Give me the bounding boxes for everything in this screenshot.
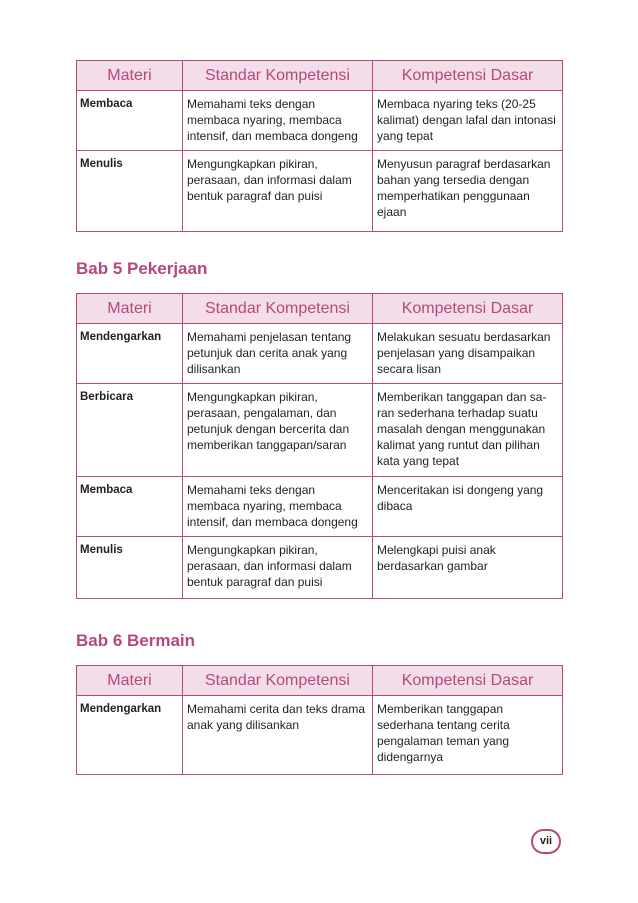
section-title-bab-6: Bab 6 Bermain [76,631,196,650]
header-standar-kompetensi: Standar Kompetensi [183,61,373,91]
header-kompetensi-dasar: Kompetensi Dasar [373,61,563,91]
header-materi: Materi [77,294,183,324]
cell-dasar: Menceritakan isi dongeng yang dibaca [373,477,563,537]
cell-dasar: Menyusun paragraf berdasarkan bahan yang tersedia dengan memperhatikan penggunaan ejaan [373,151,563,232]
cell-standar: Memahami cerita dan teks drama anak yang dilisankan [183,696,373,775]
table-header-row [77,61,563,91]
table-header-row [77,294,563,324]
cell-standar: Memahami penjelasan tentang petunjuk dan cerita anak yang dilisankan [183,324,373,384]
cell-standar: Memahami teks dengan membaca nyaring, membaca intensif, dan membaca dongeng [183,91,373,151]
competency-table-continued [76,60,563,232]
header-standar-kompetensi: Standar Kompetensi [183,294,373,324]
table-row [77,537,563,599]
table-row [77,477,563,537]
cell-dasar: Memberikan tanggapan dan sa-ran sederhana terhadap suatu masalah dengan menggunakan kalimat yang runtut dan pilihan kata yang tepat [373,384,563,477]
cell-materi: Mendengarkan [77,324,183,384]
table-row [77,151,563,232]
cell-standar: Mengungkapkan pikiran, perasaan, dan informasi dalam bentuk paragraf dan puisi [183,151,373,232]
cell-standar: Mengungkapkan pikiran, perasaan, pengalaman, dan petunjuk dengan bercerita dan memberikan tanggapan/saran [183,384,373,477]
competency-table-bab-6 [76,665,563,775]
header-kompetensi-dasar: Kompetensi Dasar [373,666,563,696]
cell-materi: Membaca [77,477,183,537]
cell-dasar: Melakukan sesuatu berdasarkan penjelasan yang disampaikan secara lisan [373,324,563,384]
header-standar-kompetensi: Standar Kompetensi [183,666,373,696]
header-materi: Materi [77,666,183,696]
cell-dasar: Melengkapi puisi anak berdasarkan gambar [373,537,563,599]
header-kompetensi-dasar: Kompetensi Dasar [373,294,563,324]
table-header-row [77,666,563,696]
cell-materi: Menulis [77,537,183,599]
header-materi: Materi [77,61,183,91]
page-number: vii [531,829,561,854]
cell-materi: Mendengarkan [77,696,183,775]
table-row [77,324,563,384]
cell-dasar: Memberikan tanggapan sederhana tentang cerita pengalaman teman yang didengarnya [373,696,563,775]
table-row [77,384,563,477]
cell-materi: Berbicara [77,384,183,477]
competency-table-bab-5 [76,293,563,599]
table-row [77,696,563,775]
section-title-bab-5: Bab 5 Pekerjaan [76,259,208,278]
table-row [77,91,563,151]
cell-dasar: Membaca nyaring teks (20-25 kalimat) dengan lafal dan intonasi yang tepat [373,91,563,151]
cell-materi: Membaca [77,91,183,151]
cell-standar: Mengungkapkan pikiran, perasaan, dan informasi dalam bentuk paragraf dan puisi [183,537,373,599]
cell-materi: Menulis [77,151,183,232]
cell-standar: Memahami teks dengan membaca nyaring, membaca intensif, dan membaca dongeng [183,477,373,537]
